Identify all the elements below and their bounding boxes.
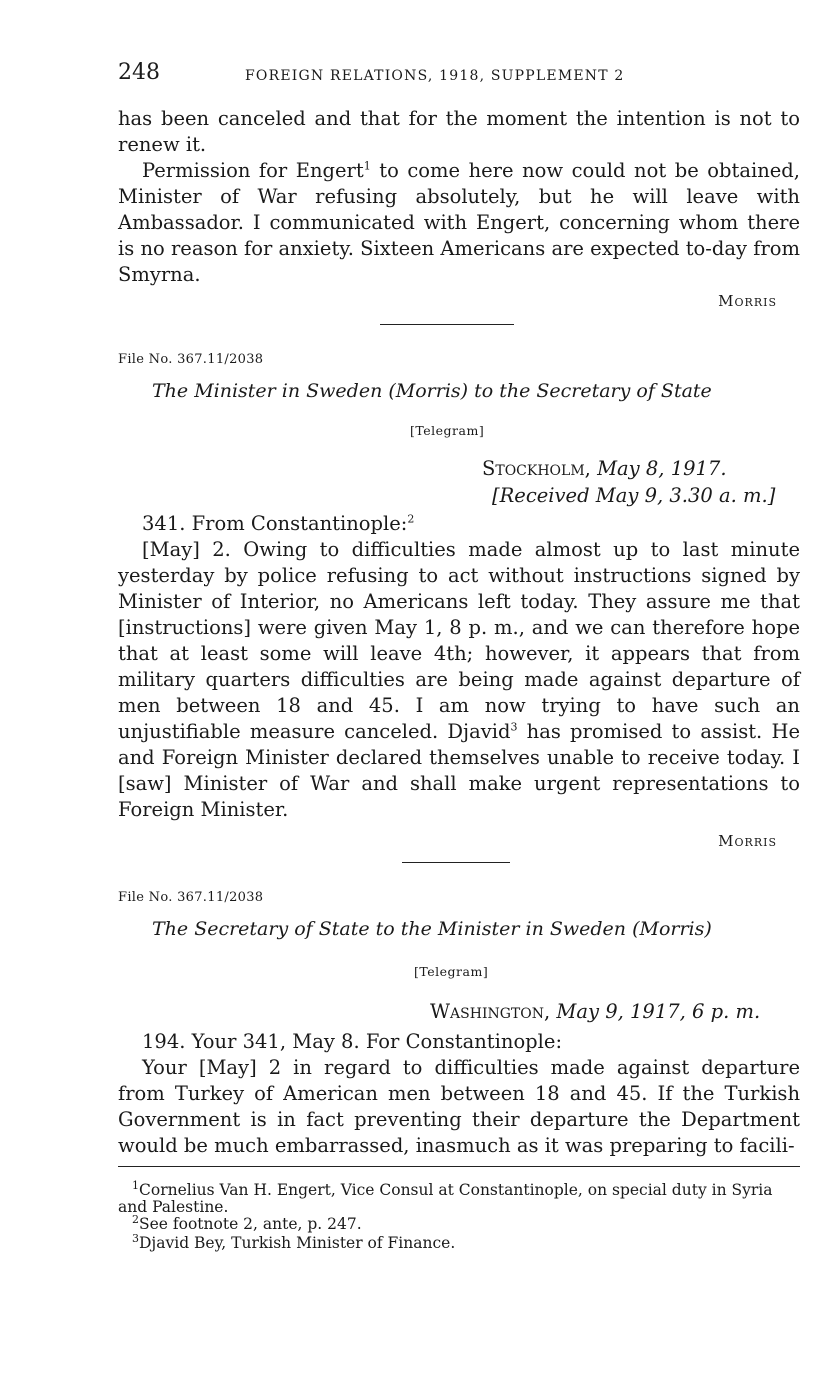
- file-number: File No. 367.11/2038: [118, 890, 264, 905]
- footnote-3: $^3$Djavid Bey, Turkish Minister of Finance.: [132, 1231, 456, 1252]
- page-number: 248: [118, 60, 160, 85]
- footnote-2: $^2$See footnote 2, ante, p. 247.: [132, 1212, 362, 1233]
- dateline: Stockholm, May 8, 1917.: [482, 457, 727, 480]
- continued-text: [118, 106, 800, 288]
- signature-morris-1: Morris: [718, 292, 777, 310]
- telegram-lead: 341. From Constantinople:$^2$: [142, 512, 415, 535]
- paragraph-continuation: has been canceled and that for the moment the intention is not to renew it.: [118, 107, 800, 156]
- dateline: Washington, May 9, 1917, 6 p. m.: [430, 1000, 761, 1023]
- footnote-ref-3: 3: [510, 720, 518, 734]
- file-number: File No. 367.11/2038: [118, 352, 264, 367]
- section-divider: [380, 324, 514, 325]
- footnote-rule: [118, 1166, 800, 1167]
- telegram-text: [May] 2. Owing to difficulties made almost up to last minute yesterday by police refusing to act without instructions signed by Minister of Interior, no Americans left today. They assure me that [instructions] were given May 1, 8 p. m., and we can therefore hope that at least some will leave 4th; however, it appears that from military quarters difficulties are being made against departure of men between 18 and 45. I am now trying to have such an unjustifiable measure canceled. Djavid$^3$ has promised to assist. He and Foreign Minister declared themselves unable to receive today. I [saw] Minister of War and shall make urgent representations to Foreign Minister.: [118, 538, 800, 821]
- section-divider: [402, 862, 510, 863]
- telegram-lead: 194. Your 341, May 8. For Constantinople:: [142, 1030, 563, 1053]
- running-header: [118, 60, 798, 90]
- received-line: [Received May 9, 3.30 a. m.]: [492, 484, 776, 507]
- document-title: The Secretary of State to the Minister in Sweden (Morris): [152, 918, 712, 940]
- running-title: FOREIGN RELATIONS, 1918, SUPPLEMENT 2: [245, 68, 625, 84]
- footnote-1: $^1$Cornelius Van H. Engert, Vice Consul at Constantinople, on special duty in Syria and Palestine.: [118, 1178, 773, 1216]
- telegram-text: Your [May] 2 in regard to difficulties made against departure from Turkey of American men between 18 and 45. If the Turkish Government is in fact preventing their departure the Department would be much embarrassed, inasmuch as it was preparing to facili-: [118, 1056, 800, 1157]
- footnote-ref-1: 1: [363, 159, 371, 173]
- telegram-body: [118, 1029, 800, 1159]
- document-title: The Minister in Sweden (Morris) to the Secretary of State: [152, 380, 712, 402]
- signature-morris-2: Morris: [718, 832, 777, 850]
- telegram-label: [Telegram]: [410, 423, 485, 438]
- telegram-label: [Telegram]: [414, 964, 489, 979]
- paragraph-engert: Permission for Engert$^1$ to come here now could not be obtained, Minister of War refusing absolutely, but he will leave with Ambassador. I communicated with Engert, concerning whom there is no reason for anxiety. Sixteen Americans are expected to-day from Smyrna.: [118, 159, 800, 286]
- footnote-ref-2: 2: [407, 512, 415, 526]
- telegram-body: [118, 511, 800, 823]
